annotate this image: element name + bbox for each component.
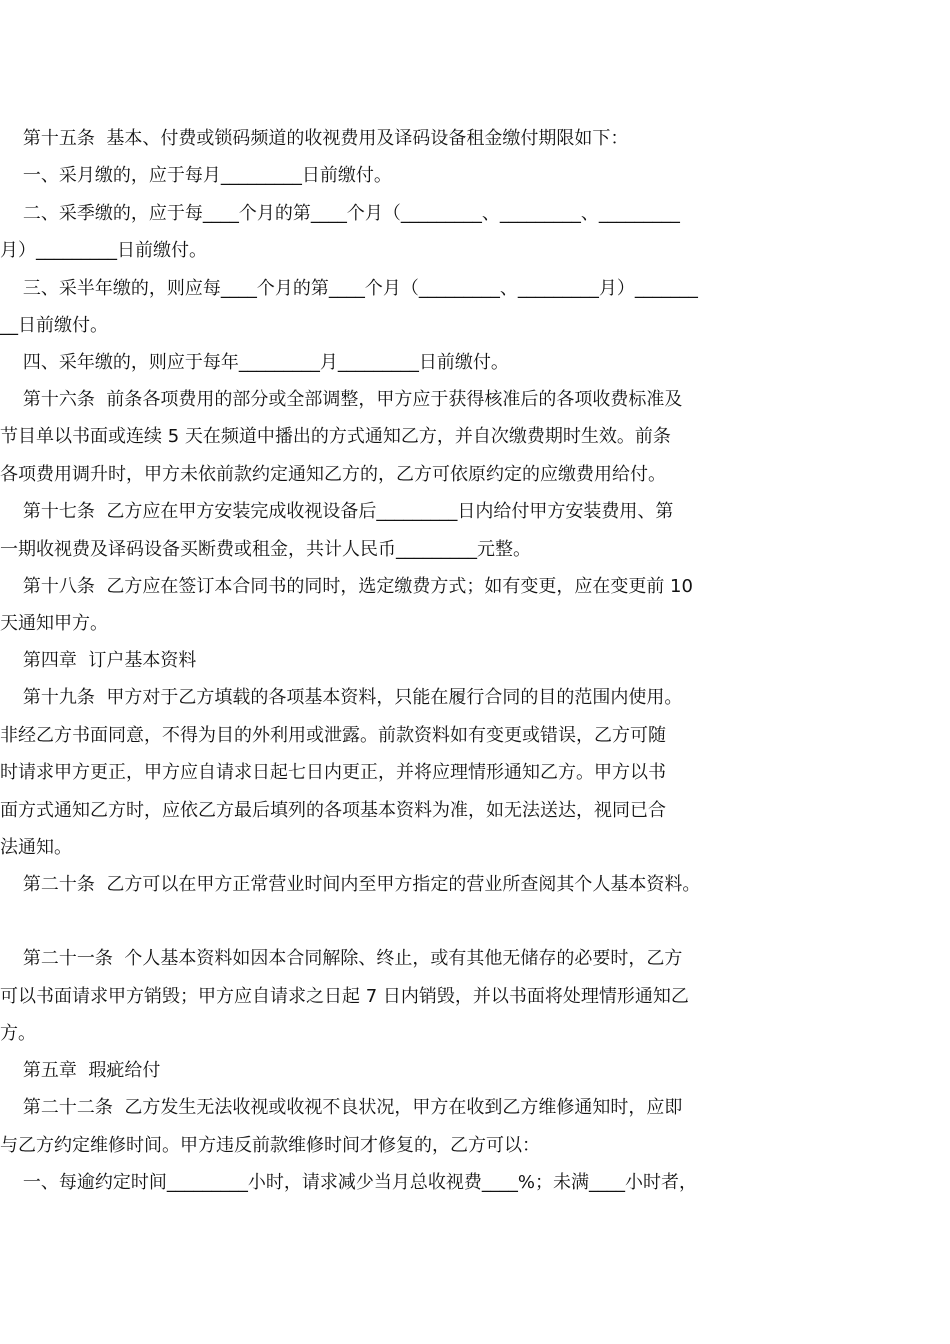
text-line: 方。 [0, 1023, 36, 1044]
chapter-heading: 第四章 订户基本资料 [0, 650, 197, 671]
text-line: 法通知。 [0, 837, 72, 858]
text-line: 非经乙方书面同意，不得为目的外利用或泄露。前款资料如有变更或错误，乙方可随 [0, 725, 666, 746]
text-line: 三、采半年缴的，则应每____个月的第____个月（_________、_________月）_______ [0, 278, 698, 299]
text-line: 第十九条 甲方对于乙方填载的各项基本资料，只能在履行合同的目的范围内使用。 [0, 687, 683, 708]
text-line: 一、采月缴的，应于每月_________日前缴付。 [0, 165, 392, 186]
text-line: 第十五条 基本、付费或锁码频道的收视费用及译码设备租金缴付期限如下： [0, 128, 629, 149]
text-line: 第二十二条 乙方发生无法收视或收视不良状况，甲方在收到乙方维修通知时，应即 [0, 1097, 683, 1118]
text-line: 第二十一条 个人基本资料如因本合同解除、终止，或有其他无储存的必要时，乙方 [0, 948, 683, 969]
text-line: 第十六条 前条各项费用的部分或全部调整，甲方应于获得核准后的各项收费标准及 [0, 389, 683, 410]
text-line: __日前缴付。 [0, 315, 108, 336]
text-line: 节目单以书面或连续 5 天在频道中播出的方式通知乙方，并自次缴费期时生效。前条 [0, 426, 671, 447]
text-line: 月）_________日前缴付。 [0, 240, 207, 261]
text-line: 第十八条 乙方应在签订本合同书的同时，选定缴费方式；如有变更，应在变更前 10 [0, 576, 693, 597]
text-line: 二、采季缴的，应于每____个月的第____个月（_________、_________、_________ [0, 203, 680, 224]
text-line: 面方式通知乙方时，应依乙方最后填列的各项基本资料为准，如无法送达，视同已合 [0, 800, 666, 821]
text-line: 四、采年缴的，则应于每年_________月_________日前缴付。 [0, 352, 509, 373]
text-line: 一期收视费及译码设备买断费或租金，共计人民币_________元整。 [0, 539, 531, 560]
text-line: 第十七条 乙方应在甲方安装完成收视设备后_________日内给付甲方安装费用、第 [0, 501, 674, 522]
text-line: 与乙方约定维修时间。甲方违反前款维修时间才修复的，乙方可以： [0, 1135, 540, 1156]
text-line: 一、每逾约定时间_________小时，请求减少当月总收视费____%；未满____小时者， [0, 1172, 697, 1193]
text-line: 第二十条 乙方可以在甲方正常营业时间内至甲方指定的营业所查阅其个人基本资料。 [0, 874, 701, 895]
chapter-heading: 第五章 瑕疵给付 [0, 1060, 161, 1081]
text-line: 可以书面请求甲方销毁；甲方应自请求之日起 7 日内销毁，并以书面将处理情形通知乙 [0, 986, 689, 1007]
text-line: 各项费用调升时，甲方未依前款约定通知乙方的，乙方可依原约定的应缴费用给付。 [0, 464, 666, 485]
text-line: 时请求甲方更正，甲方应自请求日起七日内更正，并将应理情形通知乙方。甲方以书 [0, 762, 666, 783]
text-line: 天通知甲方。 [0, 613, 108, 634]
